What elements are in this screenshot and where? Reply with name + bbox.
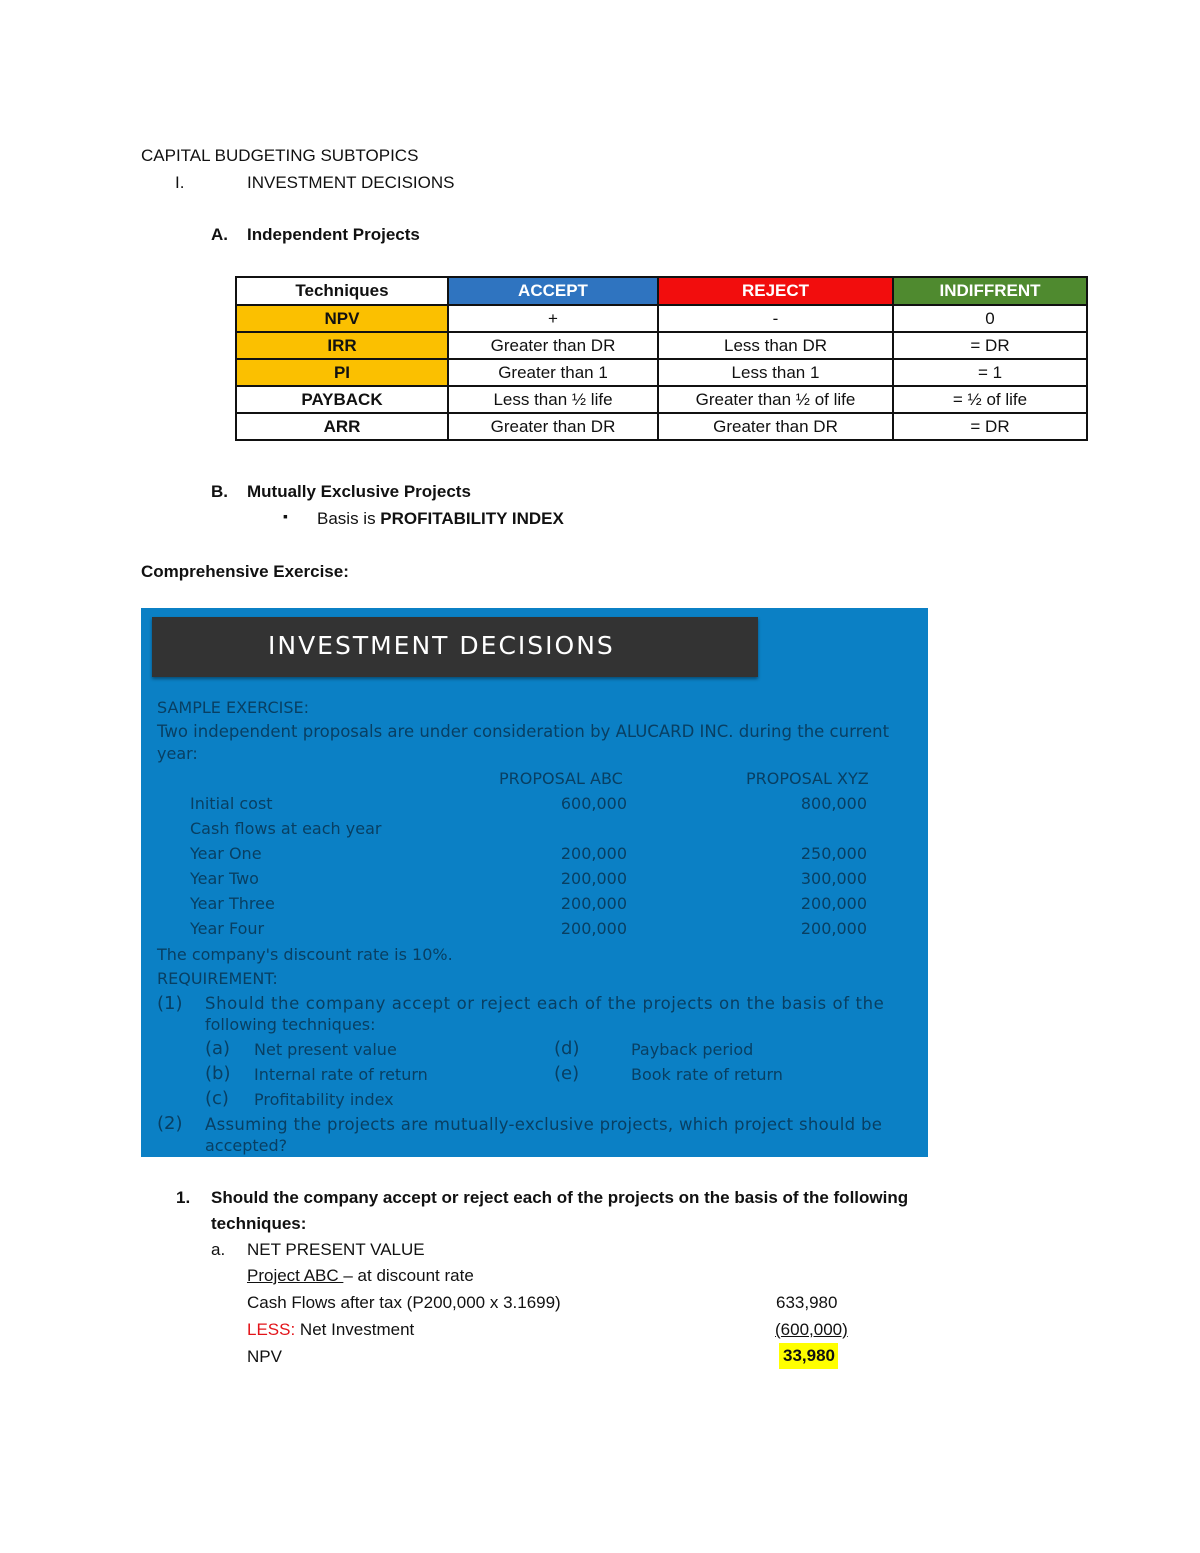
item-letter: (a) (205, 1038, 231, 1059)
item-text: Profitability index (254, 1090, 394, 1109)
question-number: 1. (176, 1188, 191, 1207)
item-text: Book rate of return (631, 1065, 783, 1084)
req1-line-2: following techniques: (205, 1015, 376, 1034)
indifferent-cell: = DR (893, 413, 1087, 440)
less-value: (600,000) (775, 1320, 848, 1339)
year-xyz-value: 200,000 (800, 894, 867, 913)
bullet-text (317, 509, 564, 529)
discount-rate-text: The company's discount rate is 10%. (157, 945, 453, 964)
question-line-1: Should the company accept or reject each of the projects on the basis of the following (211, 1188, 909, 1207)
reject-cell: Less than 1 (658, 359, 893, 386)
table-row (236, 305, 1087, 332)
npv-label: NPV (247, 1347, 282, 1366)
technique-cell: ARR (236, 413, 448, 440)
intro-line-2: year: (157, 744, 198, 763)
cash-flows-label: Cash flows at each year (190, 819, 382, 838)
less-label: Net Investment (295, 1320, 415, 1339)
req2-line-2: accepted? (205, 1136, 288, 1155)
req1-line-1: Should the company accept or reject each of the projects on the basis of the (205, 994, 885, 1013)
initial-cost-label: Initial cost (190, 794, 273, 813)
question-line-2: techniques: (211, 1214, 307, 1233)
year-xyz-value: 250,000 (800, 844, 867, 863)
req1-number: (1) (157, 993, 183, 1014)
exercise-image-panel (141, 608, 928, 1157)
part-a-title: Independent Projects (247, 225, 420, 244)
item-letter: (c) (205, 1088, 229, 1109)
indifferent-cell: = ½ of life (893, 386, 1087, 413)
cashflow-value: 633,980 (776, 1293, 838, 1312)
less-keyword: LESS: (247, 1320, 296, 1339)
intro-line-1: Two independent proposals are under consideration by ALUCARD INC. during the current (157, 722, 890, 741)
table-row (236, 332, 1087, 359)
indifferent-cell: = 1 (893, 359, 1087, 386)
technique-cell: PI (236, 359, 448, 386)
project-line (247, 1266, 474, 1286)
year-label: Year One (190, 844, 262, 863)
table-header-row (236, 277, 1087, 305)
section-number: I. (175, 173, 185, 192)
reject-cell: Less than DR (658, 332, 893, 359)
table-row (236, 386, 1087, 413)
year-xyz-value: 300,000 (800, 869, 867, 888)
item-letter: (b) (205, 1063, 231, 1084)
cashflow-label: Cash Flows after tax (P200,000 x 3.1699) (247, 1293, 561, 1312)
page-heading: CAPITAL BUDGETING SUBTOPICS (141, 146, 419, 165)
header-reject: REJECT (658, 277, 893, 305)
table-row (236, 413, 1087, 440)
item-text: Internal rate of return (254, 1065, 428, 1084)
accept-cell: Greater than DR (448, 332, 658, 359)
year-label: Year Two (190, 869, 259, 888)
header-techniques: Techniques (236, 277, 448, 305)
accept-cell: Greater than 1 (448, 359, 658, 386)
year-abc-value: 200,000 (560, 919, 627, 938)
header-indifferent: INDIFFRENT (893, 277, 1087, 305)
year-abc-value: 200,000 (560, 844, 627, 863)
table-row (236, 359, 1087, 386)
accept-cell: Greater than DR (448, 413, 658, 440)
panel-title: INVESTMENT DECISIONS (268, 631, 615, 660)
bullet-bold: PROFITABILITY INDEX (380, 509, 564, 528)
item-text: Net present value (254, 1040, 397, 1059)
header-accept: ACCEPT (448, 277, 658, 305)
technique-cell: IRR (236, 332, 448, 359)
bullet-prefix: Basis is (317, 509, 381, 528)
npv-value: 33,980 (779, 1343, 838, 1369)
item-letter: (e) (554, 1063, 580, 1084)
less-line (247, 1320, 414, 1340)
reject-cell: Greater than ½ of life (658, 386, 893, 413)
technique-cell: PAYBACK (236, 386, 448, 413)
comprehensive-label: Comprehensive Exercise: (141, 562, 349, 581)
npv-letter: a. (211, 1240, 226, 1259)
year-label: Year Four (190, 919, 265, 938)
indifferent-cell: = DR (893, 332, 1087, 359)
accept-cell: Less than ½ life (448, 386, 658, 413)
requirement-label: REQUIREMENT: (157, 969, 278, 988)
year-abc-value: 200,000 (560, 869, 627, 888)
part-a-letter: A. (211, 225, 228, 244)
req2-line-1: Assuming the projects are mutually-exclusive projects, which project should be (205, 1115, 883, 1134)
technique-cell: NPV (236, 305, 448, 332)
year-abc-value: 200,000 (560, 894, 627, 913)
part-b-title: Mutually Exclusive Projects (247, 482, 471, 501)
year-xyz-value: 200,000 (800, 919, 867, 938)
project-name: Project ABC (247, 1266, 344, 1285)
indifferent-cell: 0 (893, 305, 1087, 332)
project-rest: – at discount rate (343, 1266, 474, 1285)
part-b-letter: B. (211, 482, 228, 501)
npv-title: NET PRESENT VALUE (247, 1240, 425, 1259)
initial-cost-abc: 600,000 (560, 794, 627, 813)
reject-cell: Greater than DR (658, 413, 893, 440)
accept-cell: + (448, 305, 658, 332)
bullet-icon: ▪ (283, 508, 288, 524)
sample-label: SAMPLE EXERCISE: (157, 698, 310, 717)
reject-cell: - (658, 305, 893, 332)
col-header-abc: PROPOSAL ABC (499, 769, 623, 788)
item-text: Payback period (631, 1040, 754, 1059)
techniques-table (235, 276, 1088, 441)
col-header-xyz: PROPOSAL XYZ (746, 769, 869, 788)
panel-title-bar (152, 617, 758, 677)
year-label: Year Three (190, 894, 275, 913)
initial-cost-xyz: 800,000 (800, 794, 867, 813)
req2-number: (2) (157, 1113, 183, 1134)
section-title: INVESTMENT DECISIONS (247, 173, 455, 192)
item-letter: (d) (554, 1038, 580, 1059)
